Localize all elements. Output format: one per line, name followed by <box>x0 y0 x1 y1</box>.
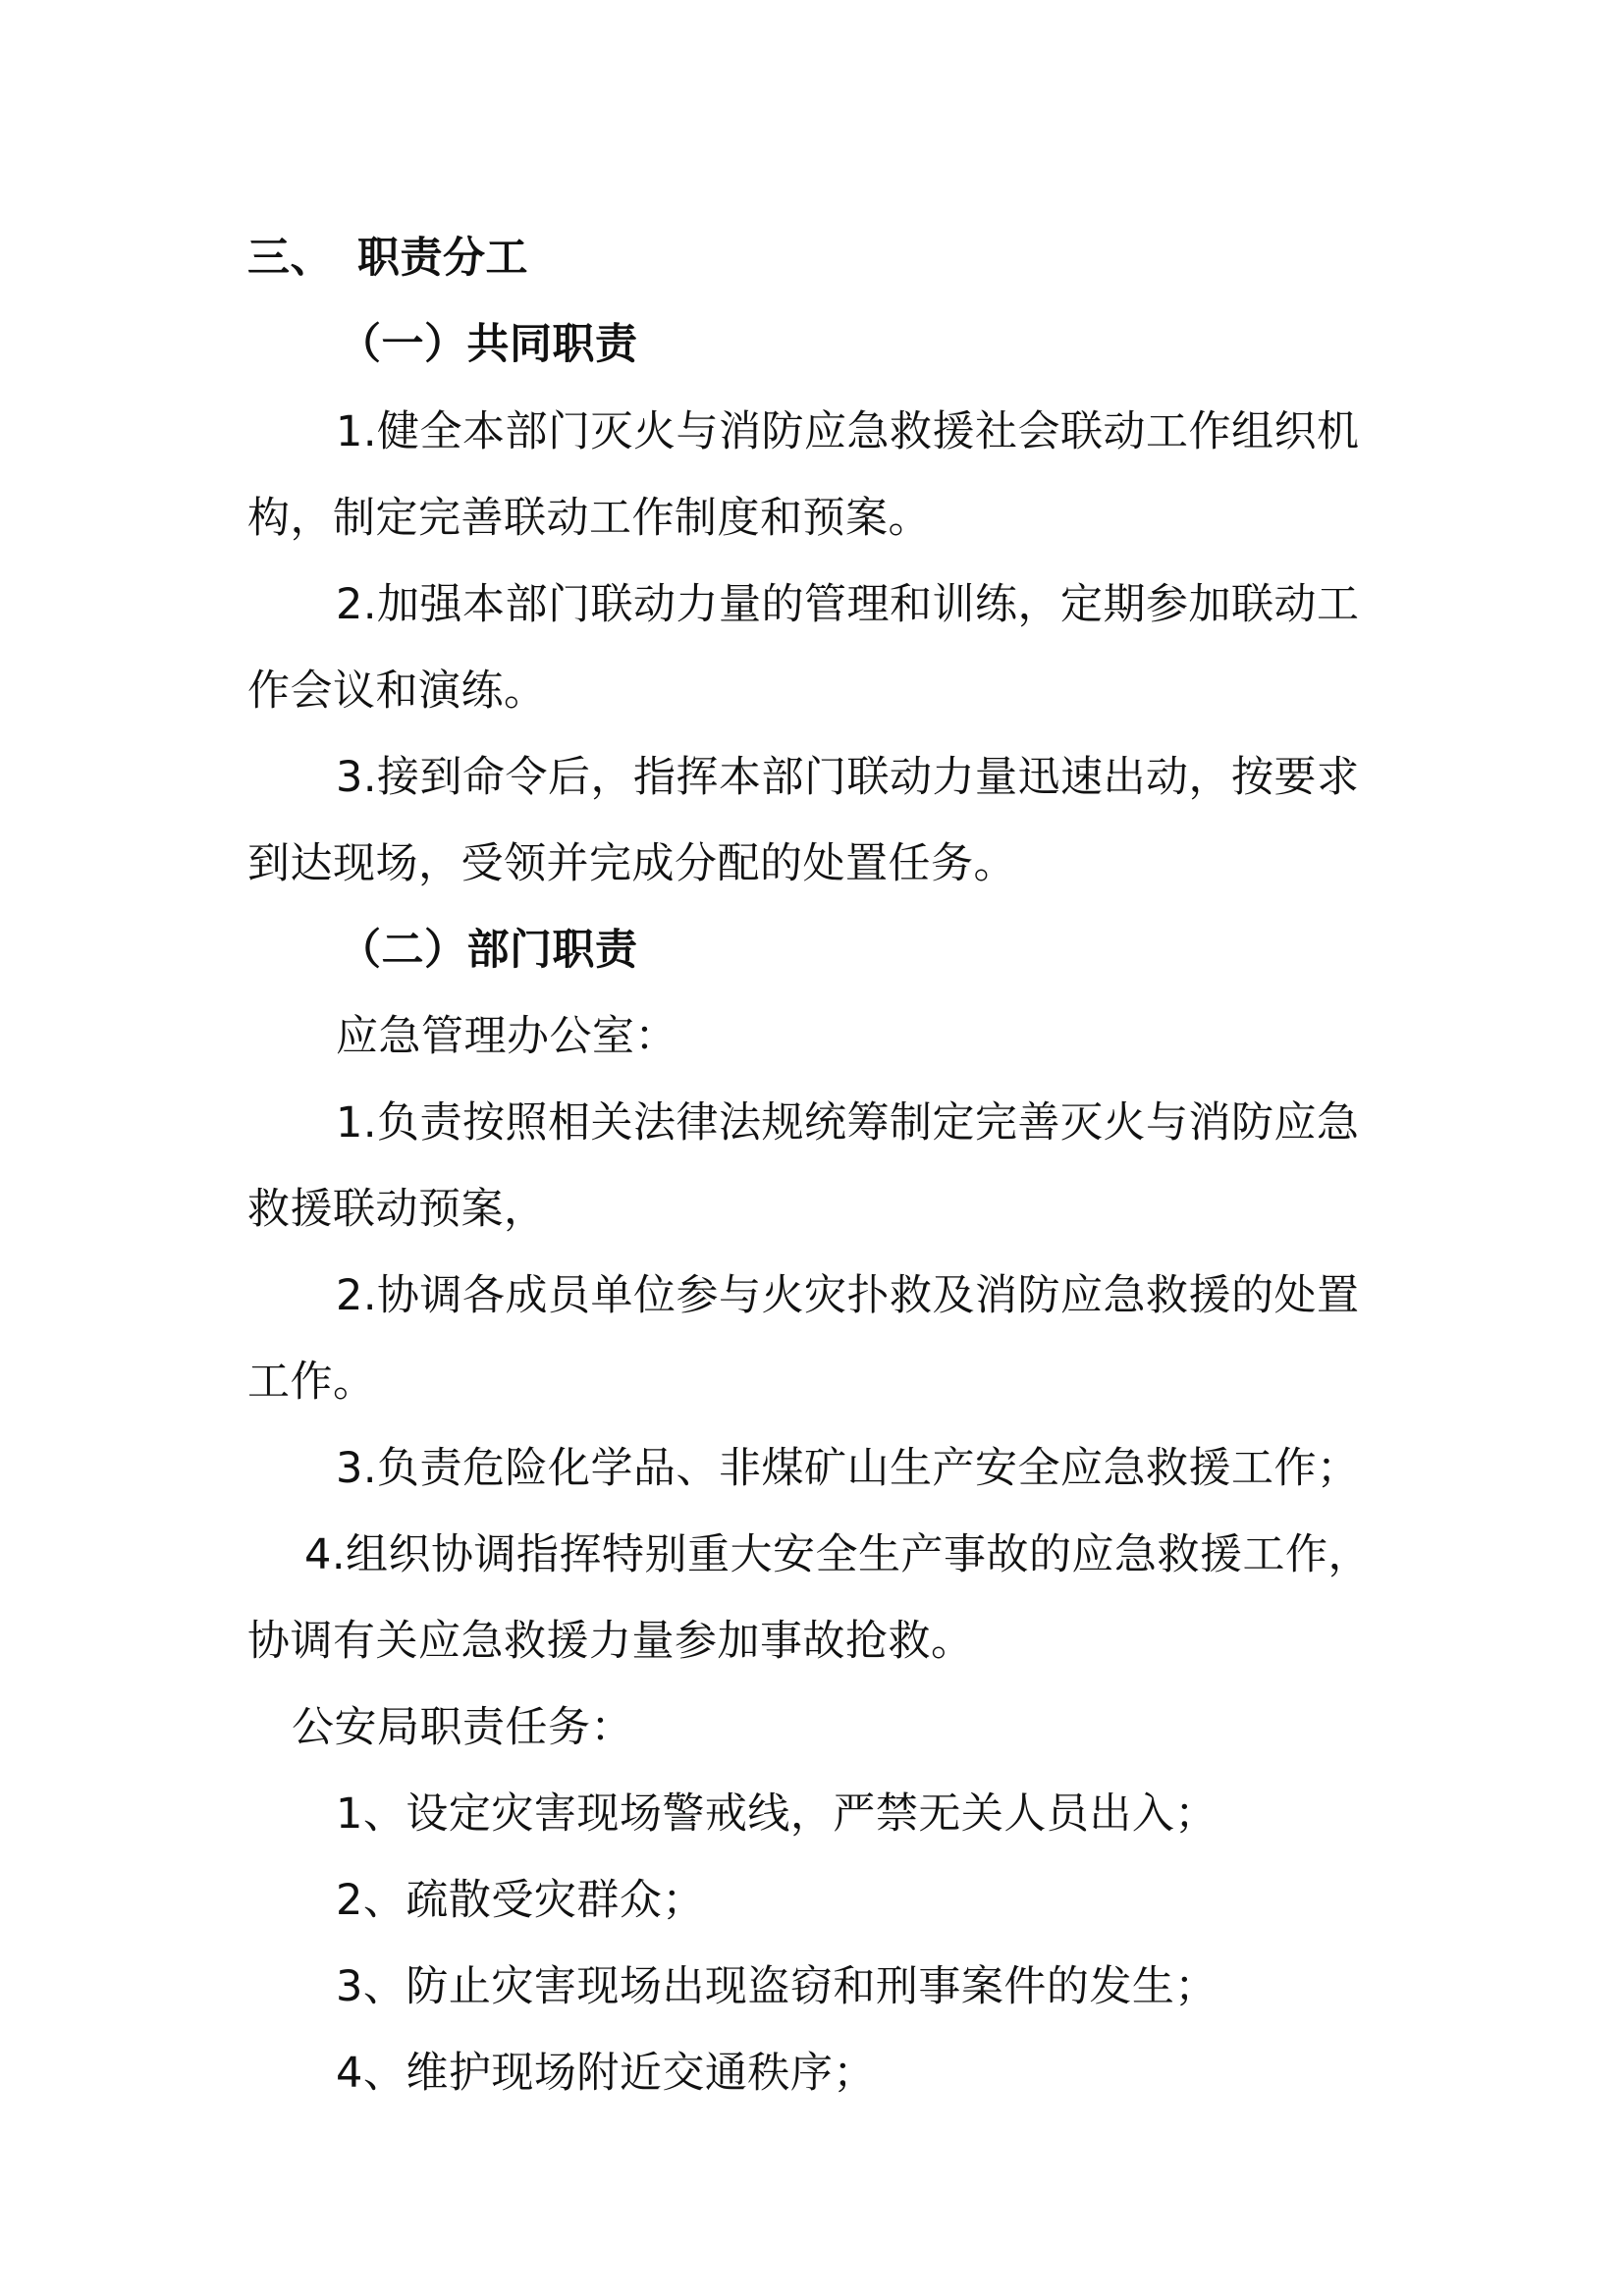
common-duties-heading: （一）共同职责 <box>339 320 638 369</box>
emergency-item-4-line-2: 协调有关应急救援力量参加事故抢救。 <box>247 1617 974 1666</box>
police-item-1: 1、设定灾害现场警戒线，严禁无关人员出入； <box>336 1789 1218 1839</box>
section-title: 职责分工 <box>357 234 528 283</box>
common-item-3-line-2: 到达现场，受领并完成分配的处置任务。 <box>247 839 1016 888</box>
police-item-2: 2、疏散受灾群众； <box>336 1876 705 1925</box>
common-item-3-line-1: 3.接到命令后，指挥本部门联动力量迅速出动，按要求 <box>336 753 1360 802</box>
police-label: 公安局职责任务： <box>292 1703 633 1752</box>
common-item-2-line-2: 作会议和演练。 <box>247 667 547 716</box>
common-item-1-line-1: 1.健全本部门灭火与消防应急救援社会联动工作组织机 <box>336 407 1360 456</box>
emergency-item-2-line-2: 工作。 <box>247 1358 376 1407</box>
section-heading <box>247 229 528 288</box>
emergency-item-3: 3.负责危险化学品、非煤矿山生产安全应急救援工作； <box>336 1444 1360 1493</box>
emergency-item-4-line-1: 4.组织协调指挥特别重大安全生产事故的应急救援工作， <box>304 1530 1372 1579</box>
emergency-item-1-line-2: 救援联动预案， <box>247 1185 547 1234</box>
police-item-3: 3、防止灾害现场出现盗窃和刑事案件的发生； <box>336 1962 1218 2011</box>
emergency-office-label: 应急管理办公室： <box>336 1012 677 1061</box>
emergency-item-2-line-1: 2.协调各成员单位参与火灾扑救及消防应急救援的处置 <box>336 1271 1360 1320</box>
section-number: 三、 <box>247 234 333 283</box>
emergency-item-1-line-1: 1.负责按照相关法律法规统筹制定完善灭火与消防应急 <box>336 1098 1360 1148</box>
department-duties-heading: （二）部门职责 <box>339 926 638 975</box>
common-item-1-line-2: 构，制定完善联动工作制度和预案。 <box>247 494 931 543</box>
common-item-2-line-1: 2.加强本部门联动力量的管理和训练，定期参加联动工 <box>336 580 1360 629</box>
police-item-4: 4、维护现场附近交通秩序； <box>336 2049 876 2098</box>
